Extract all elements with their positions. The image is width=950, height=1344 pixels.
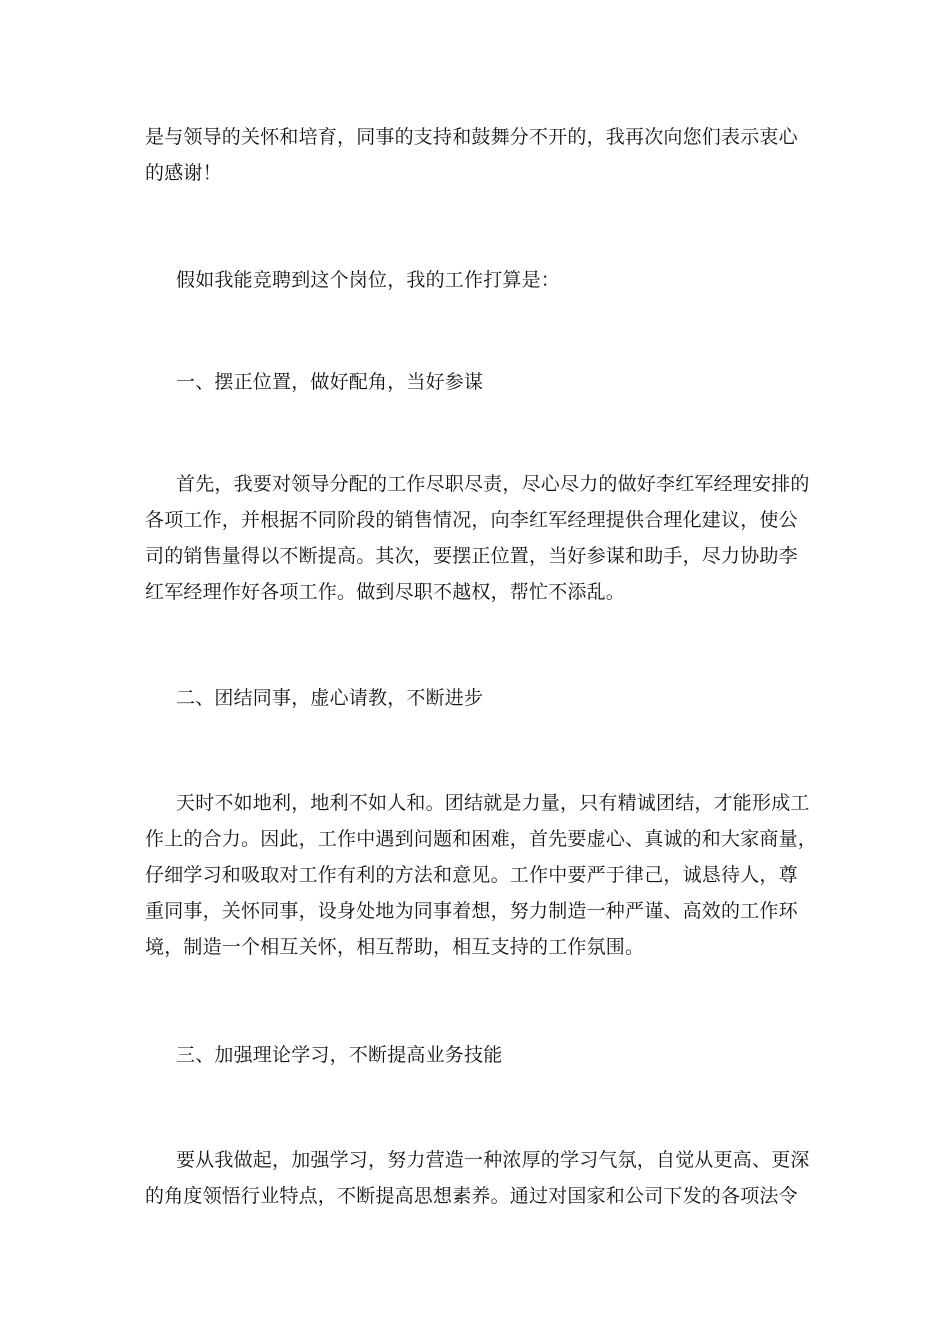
section-heading-3 xyxy=(145,1037,810,1073)
text-line: 要从我做起，加强学习，努力营造一种浓厚的学习气氛，自觉从更高、更深 xyxy=(176,1149,810,1171)
text-line: 天时不如地利，地利不如人和。团结就是力量，只有精诚团结，才能形成工 xyxy=(176,792,810,814)
text-line: 境，制造一个相互关怀，相互帮助，相互支持的工作氛围。 xyxy=(145,936,645,958)
paragraph-section-1-body xyxy=(145,466,810,610)
text-line: 各项工作，并根据不同阶段的销售情况，向李红军经理提供合理化建议，使公 xyxy=(145,509,798,531)
text-line: 假如我能竞聘到这个岗位，我的工作打算是： xyxy=(176,269,561,291)
text-line: 的感谢！ xyxy=(145,162,222,184)
text-line: 作上的合力。因此，工作中遇到问题和困难，首先要虚心、真诚的和大家商量， xyxy=(145,828,818,850)
text-line: 重同事，关怀同事，设身处地为同事着想，努力制造一种严谨、高效的工作环 xyxy=(145,900,798,922)
paragraph-work-plan-intro xyxy=(145,262,810,298)
text-line: 是与领导的关怀和培育，同事的支持和鼓舞分不开的，我再次向您们表示衷心 xyxy=(145,126,798,148)
section-heading-2 xyxy=(145,680,810,716)
section-heading-1 xyxy=(145,364,810,400)
paragraph-closing-thanks xyxy=(145,119,810,191)
heading-text: 二、团结同事，虚心请教，不断进步 xyxy=(176,687,484,709)
text-line: 红军经理作好各项工作。做到尽职不越权，帮忙不添乱。 xyxy=(145,581,626,603)
text-line: 的角度领悟行业特点，不断提高思想素养。通过对国家和公司下发的各项法令 xyxy=(145,1185,798,1207)
heading-text: 三、加强理论学习，不断提高业务技能 xyxy=(176,1044,503,1066)
paragraph-section-3-body xyxy=(145,1142,810,1214)
heading-text: 一、摆正位置，做好配角，当好参谋 xyxy=(176,371,484,393)
paragraph-section-2-body xyxy=(145,785,818,965)
text-line: 司的销售量得以不断提高。其次，要摆正位置，当好参谋和助手，尽力协助李 xyxy=(145,545,798,567)
text-line: 首先，我要对领导分配的工作尽职尽责，尽心尽力的做好李红军经理安排的 xyxy=(176,473,810,495)
text-line: 仔细学习和吸取对工作有利的方法和意见。工作中要严于律己，诚恳待人，尊 xyxy=(145,864,798,886)
